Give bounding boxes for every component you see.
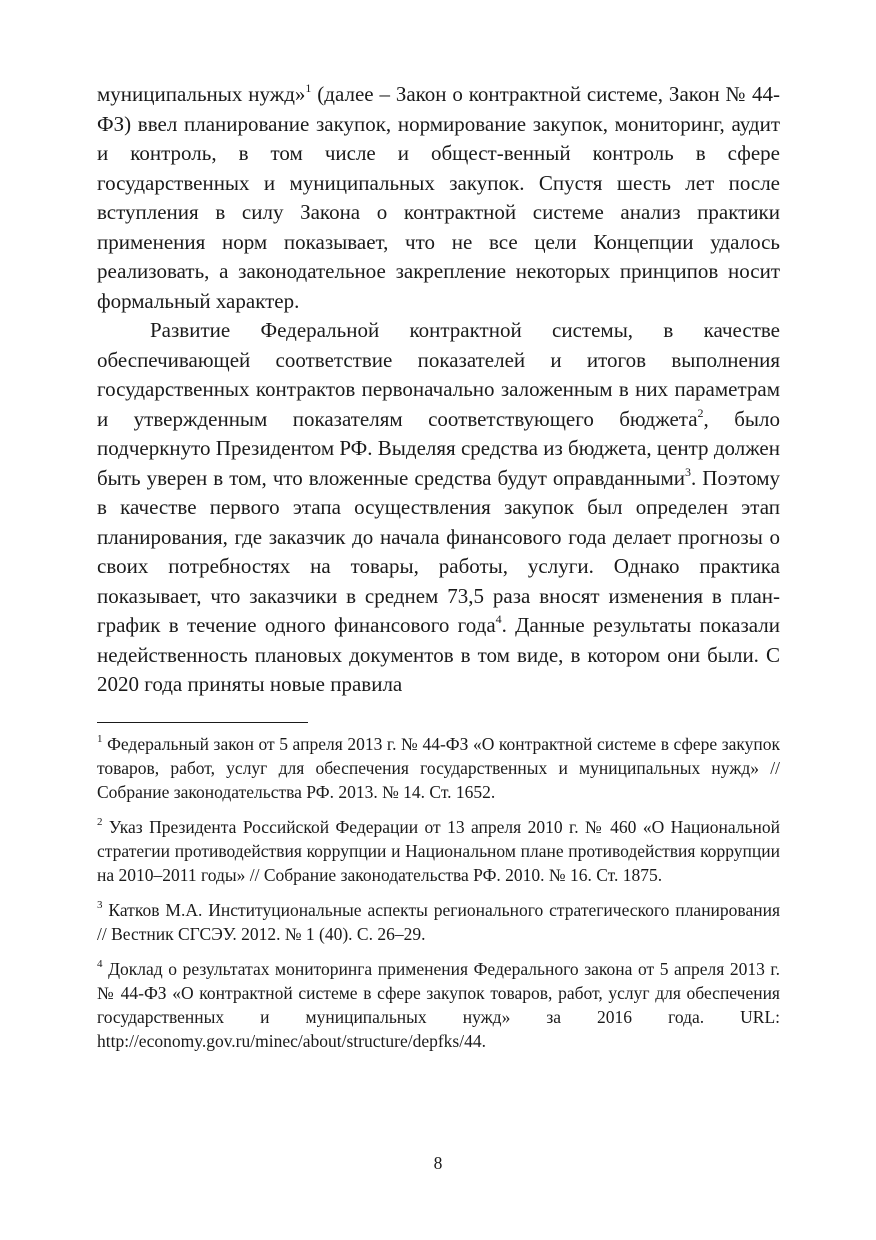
footnote-2 — [97, 815, 780, 887]
footnote-1 — [97, 732, 780, 804]
main-text — [97, 80, 780, 700]
footnote-number: 1 — [97, 732, 103, 745]
footnote-number: 4 — [97, 957, 103, 970]
paragraph-1 — [97, 80, 780, 316]
paragraph-2 — [97, 316, 780, 700]
footnote-ref-2[interactable]: 2 — [697, 405, 704, 420]
footnote-separator — [97, 722, 308, 723]
footnote-ref-4[interactable]: 4 — [495, 612, 502, 626]
footnote-text: Доклад о результатах мониторинга применения Федерального закона от 5 апреля 2013 г. № 44-ФЗ «О контрактной системе в сфере закупок товаров, работ, услуг для обеспечения государственных и муниципальных нужд» за 2016 года. URL: http://economy.gov.ru/minec/about/structure/depfks/44. — [97, 958, 780, 1051]
footnote-text: Указ Президента Российской Федерации от 13 апреля 2010 г. № 460 «О Национальной стратегии противодействия коррупции и Национальном плане противодействия коррупции на 2010–2011 годы» // Собрание законодательства РФ. 2010. № 16. Ст. 1875. — [97, 816, 780, 885]
page-number: 8 — [433, 1153, 443, 1173]
paragraph-2-text-part-1: Развитие Федеральной контрактной системы, в качестве обеспечивающей соответствие показателей и итогов выполнения государственных контрактов первоначально заложенным в них параметрам и утвержденным показателям соответствующего бюджета — [97, 318, 780, 431]
footnote-ref-1[interactable]: 1 — [305, 81, 312, 95]
paragraph-1-text-start: муниципальных нужд» — [97, 82, 306, 106]
paragraph-2-text-part-4: . Данные результаты показали недейственность плановых документов в том виде, в котором они были. С 2020 года приняты новые правила — [97, 613, 781, 696]
footnote-number: 3 — [97, 898, 103, 911]
paragraph-1-text-end: (далее – Закон о контрактной системе, Закон № 44-ФЗ) ввел планирование закупок, нормирование закупок, мониторинг, аудит и контроль, в том числе и общест-венный контроль в сфере государственных и муниципальных закупок. Спустя шесть лет после вступления в силу Закона о контрактной системе анализ практики применения норм показывает, что не все цели Концепции удалось реализовать, а законодательное закрепление некоторых принципов носит формальный характер. — [97, 82, 781, 313]
paragraph-2-text-part-3: . Поэтому в качестве первого этапа осуществления закупок был определен этап планирования, где заказчик до начала финансового года делает прогнозы о своих потребностях на товары, работы, услуги. Однако практика показывает, что заказчики в среднем 73,5 раза вносят изменения в план-график в течение одного финансового года — [97, 465, 780, 637]
footnote-3 — [97, 898, 780, 946]
paragraph-2-text-part-2: , было подчеркнуто Президентом РФ. Выделяя средства из бюджета, центр должен быть уверен в том, что вложенные средства будут оправданными — [97, 406, 780, 490]
footnote-number: 2 — [97, 815, 103, 828]
document-page — [97, 80, 780, 1064]
footnote-text: Федеральный закон от 5 апреля 2013 г. № 44-ФЗ «О контрактной системе в сфере закупок товаров, работ, услуг для обеспечения государственных и муниципальных нужд» // Собрание законодательства РФ. 2013. № 14. Ст. 1652. — [97, 733, 780, 802]
footnote-text: Катков М.А. Институциональные аспекты регионального стратегического планирования // Вестник СГСЭУ. 2012. № 1 (40). С. 26–29. — [97, 899, 780, 944]
footnotes — [97, 732, 780, 1053]
footnote-ref-3[interactable]: 3 — [684, 464, 691, 479]
footnote-4 — [97, 957, 780, 1053]
